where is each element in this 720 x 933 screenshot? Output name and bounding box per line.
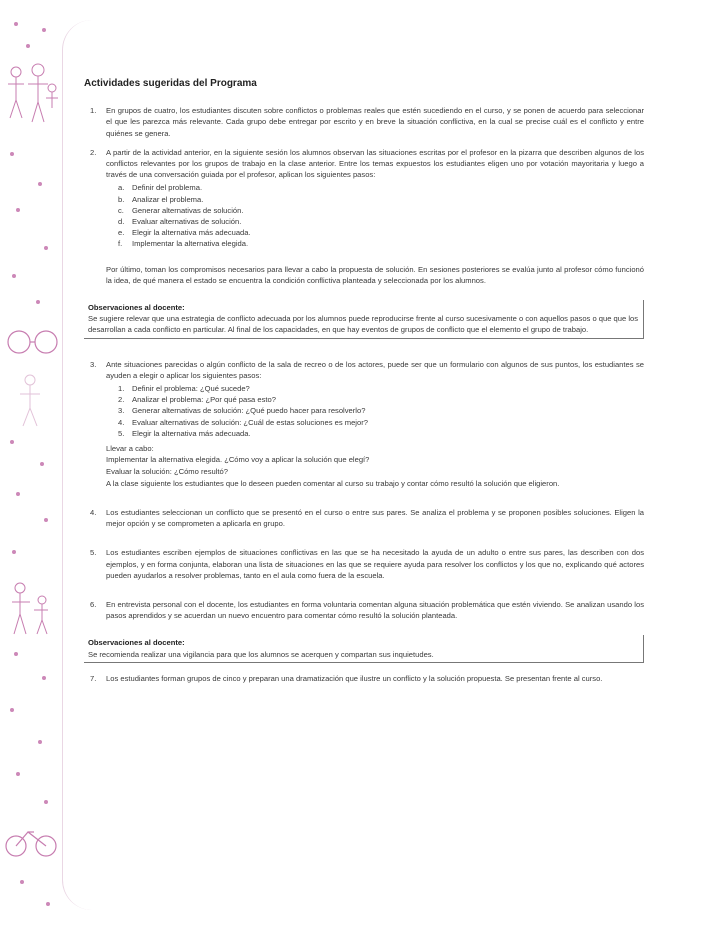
teacher-note-box: [84, 635, 644, 662]
decorative-dot: [38, 182, 42, 186]
activity-number: 5.: [90, 548, 97, 558]
decorative-dot: [44, 246, 48, 250]
activity-line: A la clase siguiente los estudiantes que lo deseen pueden comentar al curso su trabajo y contar cómo resultó la solución que eligieron.: [106, 478, 560, 488]
document-body: [84, 78, 644, 692]
activity-number: 6.: [90, 599, 97, 609]
activity-number: 3.: [90, 359, 97, 369]
activity-item: [84, 599, 644, 621]
list-item: 3. Generar alternativas de solución: ¿Qué puedo hacer para resolverlo?: [118, 406, 366, 416]
list-item: b. Analizar el problema.: [118, 194, 204, 204]
adult-child-illustration-icon: [4, 580, 60, 638]
page-title: Actividades sugeridas del Programa: [84, 78, 257, 89]
activity-line: Implementar la alternativa elegida. ¿Cómo voy a aplicar la solución que elegí?: [106, 455, 370, 465]
activity-item: [84, 359, 644, 489]
list-item: d. Evaluar alternativas de solución.: [118, 217, 242, 227]
activity-text: Ante situaciones parecidas o algún conflicto de la sala de recreo o de los actores, puede ser que un formulario con algunos de sus puntos, los estudiantes se ayuden a elegir o aplicar los siguientes pasos:: [106, 359, 644, 380]
activity-number: 2.: [90, 147, 97, 157]
children-illustration-icon: [2, 58, 62, 138]
activity-text: Los estudiantes escriben ejemplos de situaciones conflictivas en las que se ha necesitado la ayuda de un adulto o entre sus pares, las describen con dos ejemplos, y en forma conjunta, elaboran una lista de situaciones en las que se requiere ayuda para resolver los conflictos y los que no, explicando qué actores pueden ayudarlos a resolver problemas, tanto en el aula como fuera de la escuela.: [106, 548, 644, 580]
activity-item: [84, 507, 644, 529]
activity-text: En grupos de cuatro, los estudiantes discuten sobre conflictos o problemas reales que estén sucediendo en el curso, y se ponen de acuerdo para seleccionar el que les parezca más relevante. Cada grupo debe entregar por escrito y en breve la situación conflictiva, en la cual se precise cuál es el conflicto y entre quiénes se genera.: [106, 106, 644, 138]
decorative-dot: [44, 800, 48, 804]
activity-item: [84, 147, 644, 254]
list-item: f. Implementar la alternativa elegida.: [118, 239, 249, 249]
decorative-dot: [12, 274, 16, 278]
list-item: a. Definir del problema.: [118, 183, 203, 193]
bicycle-illustration-icon: [2, 822, 62, 862]
decorative-dot: [44, 518, 48, 522]
decorative-dot: [16, 208, 20, 212]
activity-number: 4.: [90, 507, 97, 517]
activity-closing-paragraph: Por último, toman los compromisos necesarios para llevar a cabo la propuesta de solución. En sesiones posteriores se evalúa junto al profesor cómo funcionó la idea, de qué manera el estado se encuentra la condición conflictiva planteada y seleccionada por los alumnos.: [106, 264, 644, 285]
decorative-dot: [42, 28, 46, 32]
activity-text: Los estudiantes seleccionan un conflicto que se presentó en el curso o entre sus pares. Se analiza el problema y se proponen posibles soluciones. Eligen la mejor opción y se comprometen a aplicarla en grupo.: [106, 507, 644, 529]
teacher-note-heading: Observaciones al docente:: [88, 638, 185, 648]
child-figure-faded-icon: [8, 372, 56, 430]
decorative-dot: [36, 300, 40, 304]
activity-text: En entrevista personal con el docente, los estudiantes en forma voluntaria comentan alguna situación problemática que estén viviendo. Se analizan usando los pasos aprendidos y se acuerdan un nuevo encuentro para comentar cómo resultó la solución planteada.: [106, 599, 644, 621]
activity-text: Los estudiantes forman grupos de cinco y preparan una dramatización que ilustre un conflicto y la solución propuesta. Se presentan frente al curso.: [106, 673, 603, 683]
glasses-illustration-icon: [4, 325, 62, 359]
list-item: 4. Evaluar alternativas de solución: ¿Cuál de estas soluciones es mejor?: [118, 417, 368, 427]
decorative-dot: [12, 550, 16, 554]
decorative-dot: [14, 22, 18, 26]
decorative-dot: [40, 462, 44, 466]
decorative-dot: [20, 880, 24, 884]
decorative-dot: [42, 676, 46, 680]
decorative-dot: [14, 652, 18, 656]
activity-item: [84, 673, 644, 684]
teacher-note-text: Se sugiere relevar que una estrategia de conflicto adecuada por los alumnos puede reproducirse frente al curso sucesivamente o con aquellos pasos o que que los desarrollan a cada conflicto en particular. Al final de los capacidades, en que hay eventos de grupos de conflicto que el elemento el grupo de trabajo.: [88, 314, 639, 335]
decorative-dot: [46, 902, 50, 906]
decorative-dot: [10, 440, 14, 444]
decorative-dot: [16, 772, 20, 776]
decorative-dot: [16, 492, 20, 496]
teacher-note-heading: Observaciones al docente:: [88, 303, 185, 313]
activity-item: [84, 105, 644, 139]
decorative-dot: [10, 708, 14, 712]
list-item: 2. Analizar el problema: ¿Por qué pasa esto?: [118, 395, 276, 405]
steps-list: [106, 383, 644, 439]
activity-number: 1.: [90, 106, 97, 116]
list-item: c. Generar alternativas de solución.: [118, 205, 244, 215]
steps-list: [106, 182, 644, 249]
list-item: 1. Definir el problema: ¿Qué sucede?: [118, 384, 250, 394]
decorative-dot: [38, 740, 42, 744]
activity-text: A partir de la actividad anterior, en la siguiente sesión los alumnos observan las situaciones escritas por el profesor en la pizarra que describen algunos de los conflictos relevantes por los grupos de trabajo en la clase anterior. Entre los temas expuestos los estudiantes eligen uno por votación mayoritaria y luego a través de una conversación guiada por el profesor, aplican los siguientes pasos:: [106, 147, 644, 180]
activity-item: [84, 547, 644, 581]
subheading: Llevar a cabo:: [106, 444, 154, 454]
decorative-dot: [26, 44, 30, 48]
list-item: 5. Elegir la alternativa más adecuada.: [118, 428, 251, 438]
activity-number: 7.: [90, 673, 97, 683]
subheading: Evaluar la solución: ¿Cómo resultó?: [106, 467, 228, 477]
list-item: e. Elegir la alternativa más adecuada.: [118, 228, 251, 238]
decorative-dot: [10, 152, 14, 156]
teacher-note-text: Se recomienda realizar una vigilancia para que los alumnos se acerquen y compartan sus inquietudes.: [88, 649, 434, 659]
teacher-note-box: [84, 300, 644, 339]
